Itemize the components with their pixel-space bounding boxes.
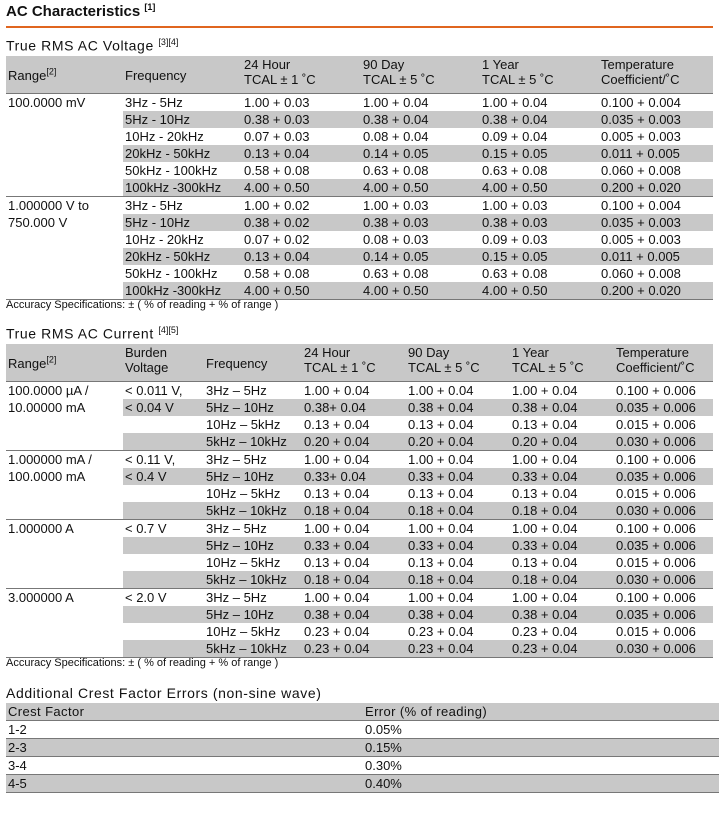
table-row [6, 721, 719, 739]
table-row [6, 265, 713, 282]
frequency-cell: 10Hz – 5kHz [206, 624, 281, 639]
current-header-1y-line1: 1 Year [512, 345, 549, 360]
voltage-header-temp [599, 56, 713, 94]
burden-voltage-cell [123, 502, 204, 520]
crest-header-factor: Crest Factor [6, 703, 363, 721]
table-row [6, 775, 719, 793]
frequency-cell: 5Hz – 10Hz [204, 537, 302, 554]
accuracy-1y-cell: 1.00 + 0.04 [510, 382, 614, 400]
temp-coefficient-cell: 0.035 + 0.006 [614, 399, 713, 416]
current-header-24h-line2: TCAL ± 1 ˚C [304, 360, 376, 375]
crest-header-error: Error (% of reading) [363, 703, 719, 721]
current-header-90d-line2: TCAL ± 5 ˚C [408, 360, 480, 375]
current-header-24h [302, 344, 406, 382]
accuracy-90d-cell: 0.14 + 0.05 [361, 248, 480, 265]
frequency-cell: 50kHz - 100kHz [125, 266, 218, 281]
current-accuracy-note: Accuracy Specifications: ± ( % of reading + % of range ) [6, 657, 279, 669]
current-title-text: True RMS AC Current [6, 325, 154, 342]
range-cell [6, 623, 123, 640]
voltage-table [6, 56, 713, 300]
table-row [6, 451, 713, 469]
temp-coefficient-cell: 0.100 + 0.006 [614, 520, 713, 538]
temp-coefficient-cell: 0.100 + 0.006 [614, 382, 713, 400]
accuracy-90d-cell: 0.33 + 0.04 [406, 537, 510, 554]
voltage-header-24h-line2: TCAL ± 1 ˚C [244, 72, 316, 87]
frequency-cell: 100kHz -300kHz [123, 282, 242, 300]
voltage-header-1y [480, 56, 599, 94]
burden-voltage-cell [123, 571, 204, 589]
range-cell: 1.000000 V to [6, 197, 123, 215]
frequency-cell: 3Hz - 5Hz [123, 94, 242, 112]
frequency-cell: 10Hz – 5kHz [206, 486, 281, 501]
current-header-burden-line2: Voltage [125, 360, 169, 375]
accuracy-24h-cell: 0.38 + 0.02 [242, 214, 361, 231]
accuracy-1y-cell: 0.18 + 0.04 [510, 502, 614, 520]
voltage-accuracy-note: Accuracy Specifications: ± ( % of reading + % of range ) [6, 299, 279, 311]
page-title-text: AC Characteristics [6, 3, 141, 20]
crest-factor-cell: 1-2 [6, 721, 363, 739]
accuracy-90d-cell: 0.14 + 0.05 [361, 145, 480, 162]
range-cell [6, 571, 123, 589]
table-row [6, 640, 713, 658]
temp-coefficient-cell: 0.060 + 0.008 [601, 163, 681, 178]
accuracy-1y-cell: 0.33 + 0.04 [510, 537, 614, 554]
voltage-header-1y-line2: TCAL ± 5 ˚C [482, 72, 554, 87]
accuracy-24h-cell: 4.00 + 0.50 [242, 179, 361, 197]
voltage-header-temp-line1: Temperature [601, 57, 674, 72]
temp-coefficient-cell: 0.011 + 0.005 [599, 248, 713, 265]
range-cell: 750.000 V [6, 214, 123, 231]
frequency-cell: 5kHz – 10kHz [204, 433, 302, 451]
accuracy-1y-cell: 4.00 + 0.50 [480, 282, 599, 300]
accuracy-24h-cell: 1.00 + 0.04 [302, 451, 406, 469]
frequency-cell: 3Hz - 5Hz [123, 197, 242, 215]
frequency-cell: 5Hz – 10Hz [204, 399, 302, 416]
range-cell: 1.000000 mA / [6, 451, 123, 469]
temp-coefficient-cell: 0.060 + 0.008 [601, 266, 681, 281]
frequency-cell: 10Hz – 5kHz [206, 417, 281, 432]
accuracy-24h-cell: 0.58 + 0.08 [244, 266, 310, 281]
voltage-header-temp-line2: Coefficient/˚C [601, 72, 680, 87]
range-cell: 3.000000 A [6, 589, 123, 607]
temp-coefficient-cell: 0.035 + 0.006 [614, 468, 713, 485]
range-cell [6, 231, 123, 248]
accuracy-24h-cell: 1.00 + 0.04 [302, 589, 406, 607]
temp-coefficient-cell: 0.015 + 0.006 [616, 624, 696, 639]
accuracy-1y-cell: 1.00 + 0.03 [480, 197, 599, 215]
crest-factor-table [6, 703, 719, 793]
range-cell: 10.00000 mA [6, 399, 123, 416]
page-title [6, 2, 155, 20]
accuracy-90d-cell: 1.00 + 0.04 [406, 451, 510, 469]
table-row [6, 94, 713, 112]
voltage-title-refs: [3][4] [158, 37, 179, 47]
burden-voltage-cell: < 0.7 V [123, 520, 204, 538]
accuracy-90d-cell: 0.33 + 0.04 [406, 468, 510, 485]
temp-coefficient-cell: 0.005 + 0.003 [601, 232, 681, 247]
accuracy-90d-cell: 0.38 + 0.03 [361, 214, 480, 231]
accuracy-90d-cell: 0.13 + 0.04 [408, 486, 474, 501]
table-row [6, 606, 713, 623]
range-cell [6, 537, 123, 554]
current-header-range [6, 344, 123, 382]
current-header-temp-line1: Temperature [616, 345, 689, 360]
table-row [6, 468, 713, 485]
burden-voltage-cell: < 2.0 V [123, 589, 204, 607]
frequency-cell: 5Hz - 10Hz [123, 214, 242, 231]
table-row [6, 623, 713, 640]
accuracy-90d-cell: 1.00 + 0.04 [361, 94, 480, 112]
burden-voltage-cell [123, 623, 204, 640]
table-row [6, 197, 713, 215]
frequency-cell: 50kHz - 100kHz [125, 163, 218, 178]
table-row [6, 433, 713, 451]
voltage-header-90d [361, 56, 480, 94]
frequency-cell: 3Hz – 5Hz [204, 520, 302, 538]
table-row [6, 248, 713, 265]
accuracy-24h-cell: 0.13 + 0.04 [304, 486, 370, 501]
frequency-cell: 20kHz - 50kHz [123, 145, 242, 162]
frequency-cell: 5kHz – 10kHz [204, 640, 302, 658]
current-table [6, 344, 713, 658]
accuracy-90d-cell: 1.00 + 0.04 [406, 520, 510, 538]
accuracy-1y-cell: 0.33 + 0.04 [510, 468, 614, 485]
frequency-cell: 10Hz - 20kHz [125, 129, 204, 144]
accuracy-24h-cell: 0.18 + 0.04 [302, 571, 406, 589]
accuracy-24h-cell: 0.38 + 0.04 [302, 606, 406, 623]
voltage-header-1y-line1: 1 Year [482, 57, 519, 72]
current-header-90d [406, 344, 510, 382]
voltage-header-24h [242, 56, 361, 94]
table-row [6, 179, 713, 197]
range-cell [6, 640, 123, 658]
table-row [6, 757, 719, 775]
range-cell [6, 162, 123, 179]
accuracy-90d-cell: 0.38 + 0.04 [406, 606, 510, 623]
crest-factor-cell: 2-3 [6, 739, 363, 757]
accuracy-1y-cell: 0.18 + 0.04 [510, 571, 614, 589]
current-header-frequency: Frequency [204, 344, 302, 382]
range-cell [6, 433, 123, 451]
accuracy-90d-cell: 0.38 + 0.04 [406, 399, 510, 416]
accuracy-24h-cell: 1.00 + 0.04 [302, 382, 406, 400]
crest-factor-cell: 3-4 [6, 757, 363, 775]
accuracy-24h-cell: 4.00 + 0.50 [242, 282, 361, 300]
frequency-cell: 5Hz – 10Hz [204, 468, 302, 485]
accuracy-90d-cell: 4.00 + 0.50 [361, 282, 480, 300]
accuracy-1y-cell: 0.63 + 0.08 [482, 266, 548, 281]
current-header-range-text: Range [8, 355, 47, 371]
table-row [6, 282, 713, 300]
accuracy-1y-cell: 0.38 + 0.04 [480, 111, 599, 128]
voltage-header-90d-line1: 90 Day [363, 57, 405, 72]
accuracy-1y-cell: 1.00 + 0.04 [480, 94, 599, 112]
frequency-cell: 20kHz - 50kHz [123, 248, 242, 265]
table-row [6, 399, 713, 416]
current-header-row [6, 344, 713, 382]
accuracy-1y-cell: 0.23 + 0.04 [510, 640, 614, 658]
frequency-cell: 3Hz – 5Hz [204, 382, 302, 400]
burden-voltage-cell: < 0.04 V [123, 399, 204, 416]
temp-coefficient-cell: 0.030 + 0.006 [614, 433, 713, 451]
range-cell: 1.000000 A [6, 520, 123, 538]
range-cell: 100.0000 µA / [6, 382, 123, 400]
temp-coefficient-cell: 0.100 + 0.006 [614, 589, 713, 607]
crest-error-cell: 0.05% [363, 721, 719, 739]
table-row [6, 485, 713, 502]
voltage-header-range [6, 56, 123, 94]
accuracy-24h-cell: 0.33 + 0.04 [302, 537, 406, 554]
accuracy-90d-cell: 0.63 + 0.08 [363, 163, 429, 178]
temp-coefficient-cell: 0.035 + 0.006 [614, 537, 713, 554]
temp-coefficient-cell: 0.035 + 0.006 [614, 606, 713, 623]
accuracy-90d-cell: 0.63 + 0.08 [363, 266, 429, 281]
accuracy-1y-cell: 0.09 + 0.04 [482, 129, 548, 144]
temp-coefficient-cell: 0.035 + 0.003 [599, 111, 713, 128]
title-rule [6, 26, 713, 28]
table-row [6, 739, 719, 757]
temp-coefficient-cell: 0.005 + 0.003 [601, 129, 681, 144]
table-row [6, 214, 713, 231]
burden-voltage-cell [123, 416, 204, 433]
temp-coefficient-cell: 0.015 + 0.006 [616, 417, 696, 432]
range-cell [6, 128, 123, 145]
frequency-cell: 10Hz – 5kHz [206, 555, 281, 570]
crest-section-title: Additional Crest Factor Errors (non-sine wave) [6, 685, 322, 701]
frequency-cell: 5Hz – 10Hz [204, 606, 302, 623]
burden-voltage-cell: < 0.4 V [123, 468, 204, 485]
voltage-header-row [6, 56, 713, 94]
accuracy-90d-cell: 1.00 + 0.04 [406, 589, 510, 607]
burden-voltage-cell: < 0.011 V, [123, 382, 204, 400]
crest-error-cell: 0.15% [363, 739, 719, 757]
table-row [6, 128, 713, 145]
table-row [6, 502, 713, 520]
frequency-cell: 10Hz - 20kHz [125, 232, 204, 247]
accuracy-1y-cell: 0.38 + 0.04 [510, 606, 614, 623]
crest-error-cell: 0.40% [363, 775, 719, 793]
frequency-cell: 3Hz – 5Hz [204, 589, 302, 607]
accuracy-24h-cell: 0.38+ 0.04 [302, 399, 406, 416]
temp-coefficient-cell: 0.030 + 0.006 [614, 571, 713, 589]
table-row [6, 520, 713, 538]
accuracy-1y-cell: 0.09 + 0.03 [482, 232, 548, 247]
voltage-header-90d-line2: TCAL ± 5 ˚C [363, 72, 435, 87]
burden-voltage-cell [123, 433, 204, 451]
table-row [6, 382, 713, 400]
table-row [6, 554, 713, 571]
accuracy-1y-cell: 4.00 + 0.50 [480, 179, 599, 197]
page-title-footnote-ref: [1] [144, 2, 156, 12]
range-cell [6, 606, 123, 623]
accuracy-90d-cell: 0.13 + 0.04 [408, 555, 474, 570]
accuracy-24h-cell: 0.13 + 0.04 [242, 248, 361, 265]
accuracy-24h-cell: 0.23 + 0.04 [304, 624, 370, 639]
table-row [6, 571, 713, 589]
accuracy-24h-cell: 1.00 + 0.04 [302, 520, 406, 538]
frequency-cell: 100kHz -300kHz [123, 179, 242, 197]
accuracy-1y-cell: 0.38 + 0.03 [480, 214, 599, 231]
frequency-cell: 5kHz – 10kHz [204, 571, 302, 589]
table-row [6, 416, 713, 433]
accuracy-1y-cell: 0.38 + 0.04 [510, 399, 614, 416]
burden-voltage-cell [123, 640, 204, 658]
current-section-title [6, 325, 178, 342]
accuracy-90d-cell: 0.18 + 0.04 [406, 502, 510, 520]
temp-coefficient-cell: 0.015 + 0.006 [616, 486, 696, 501]
temp-coefficient-cell: 0.035 + 0.003 [599, 214, 713, 231]
accuracy-24h-cell: 0.07 + 0.02 [244, 232, 310, 247]
voltage-section-title [6, 37, 178, 54]
accuracy-1y-cell: 0.23 + 0.04 [512, 624, 578, 639]
accuracy-90d-cell: 0.23 + 0.04 [408, 624, 474, 639]
range-cell [6, 111, 123, 128]
crest-factor-cell: 4-5 [6, 775, 363, 793]
voltage-title-text: True RMS AC Voltage [6, 37, 154, 54]
current-header-burden-line1: Burden [125, 345, 167, 360]
range-cell [6, 502, 123, 520]
voltage-header-24h-line1: 24 Hour [244, 57, 291, 72]
current-header-24h-line1: 24 Hour [304, 345, 351, 360]
temp-coefficient-cell: 0.015 + 0.006 [616, 555, 696, 570]
table-row [6, 537, 713, 554]
range-cell [6, 554, 123, 571]
crest-error-cell: 0.30% [363, 757, 719, 775]
accuracy-90d-cell: 0.18 + 0.04 [406, 571, 510, 589]
current-header-range-ref: [2] [46, 354, 57, 365]
accuracy-1y-cell: 1.00 + 0.04 [510, 520, 614, 538]
accuracy-24h-cell: 0.18 + 0.04 [302, 502, 406, 520]
crest-header-row [6, 703, 719, 721]
accuracy-1y-cell: 1.00 + 0.04 [510, 451, 614, 469]
current-header-temp-line2: Coefficient/˚C [616, 360, 695, 375]
accuracy-90d-cell: 1.00 + 0.04 [406, 382, 510, 400]
accuracy-90d-cell: 0.08 + 0.04 [363, 129, 429, 144]
accuracy-1y-cell: 0.13 + 0.04 [512, 417, 578, 432]
accuracy-90d-cell: 0.23 + 0.04 [406, 640, 510, 658]
burden-voltage-cell: < 0.11 V, [123, 451, 204, 469]
accuracy-90d-cell: 0.38 + 0.04 [361, 111, 480, 128]
accuracy-24h-cell: 0.58 + 0.08 [244, 163, 310, 178]
burden-voltage-cell [123, 485, 204, 502]
burden-voltage-cell [123, 537, 204, 554]
range-cell: 100.0000 mV [6, 94, 123, 112]
frequency-cell: 5kHz – 10kHz [204, 502, 302, 520]
range-cell: 100.0000 mA [6, 468, 123, 485]
accuracy-1y-cell: 0.15 + 0.05 [480, 145, 599, 162]
current-header-90d-line1: 90 Day [408, 345, 450, 360]
range-cell [6, 416, 123, 433]
frequency-cell: 5Hz - 10Hz [123, 111, 242, 128]
accuracy-90d-cell: 0.08 + 0.03 [363, 232, 429, 247]
table-row [6, 145, 713, 162]
voltage-header-range-ref: [2] [46, 66, 57, 77]
temp-coefficient-cell: 0.011 + 0.005 [599, 145, 713, 162]
burden-voltage-cell [123, 606, 204, 623]
accuracy-24h-cell: 1.00 + 0.02 [242, 197, 361, 215]
current-title-refs: [4][5] [158, 325, 179, 335]
temp-coefficient-cell: 0.100 + 0.004 [599, 197, 713, 215]
accuracy-24h-cell: 0.23 + 0.04 [302, 640, 406, 658]
temp-coefficient-cell: 0.200 + 0.020 [599, 282, 713, 300]
voltage-header-frequency: Frequency [123, 56, 242, 94]
accuracy-90d-cell: 4.00 + 0.50 [361, 179, 480, 197]
voltage-header-range-text: Range [8, 67, 47, 83]
frequency-cell: 3Hz – 5Hz [204, 451, 302, 469]
accuracy-90d-cell: 0.13 + 0.04 [408, 417, 474, 432]
accuracy-24h-cell: 0.13 + 0.04 [242, 145, 361, 162]
accuracy-24h-cell: 1.00 + 0.03 [242, 94, 361, 112]
accuracy-1y-cell: 1.00 + 0.04 [510, 589, 614, 607]
temp-coefficient-cell: 0.200 + 0.020 [599, 179, 713, 197]
range-cell [6, 265, 123, 282]
range-cell [6, 179, 123, 197]
range-cell [6, 485, 123, 502]
temp-coefficient-cell: 0.100 + 0.004 [599, 94, 713, 112]
accuracy-24h-cell: 0.33+ 0.04 [302, 468, 406, 485]
accuracy-1y-cell: 0.13 + 0.04 [512, 486, 578, 501]
current-header-1y-line2: TCAL ± 5 ˚C [512, 360, 584, 375]
accuracy-1y-cell: 0.13 + 0.04 [512, 555, 578, 570]
table-row [6, 111, 713, 128]
range-cell [6, 248, 123, 265]
accuracy-1y-cell: 0.15 + 0.05 [480, 248, 599, 265]
temp-coefficient-cell: 0.030 + 0.006 [614, 640, 713, 658]
accuracy-24h-cell: 0.07 + 0.03 [244, 129, 310, 144]
accuracy-90d-cell: 0.20 + 0.04 [406, 433, 510, 451]
temp-coefficient-cell: 0.030 + 0.006 [614, 502, 713, 520]
current-header-burden [123, 344, 204, 382]
accuracy-1y-cell: 0.63 + 0.08 [482, 163, 548, 178]
table-row [6, 162, 713, 179]
table-row [6, 231, 713, 248]
current-header-1y [510, 344, 614, 382]
accuracy-24h-cell: 0.20 + 0.04 [302, 433, 406, 451]
temp-coefficient-cell: 0.100 + 0.006 [614, 451, 713, 469]
accuracy-1y-cell: 0.20 + 0.04 [510, 433, 614, 451]
accuracy-90d-cell: 1.00 + 0.03 [361, 197, 480, 215]
burden-voltage-cell [123, 554, 204, 571]
range-cell [6, 282, 123, 300]
accuracy-24h-cell: 0.13 + 0.04 [304, 417, 370, 432]
table-row [6, 589, 713, 607]
current-header-temp [614, 344, 713, 382]
accuracy-24h-cell: 0.13 + 0.04 [304, 555, 370, 570]
accuracy-24h-cell: 0.38 + 0.03 [242, 111, 361, 128]
range-cell [6, 145, 123, 162]
